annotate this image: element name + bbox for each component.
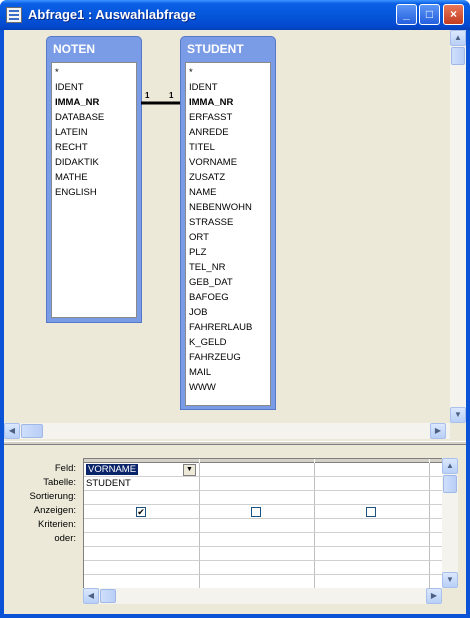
grid-cell[interactable]	[430, 561, 442, 575]
scrollbar-corner	[450, 423, 466, 439]
field-item[interactable]: LATEIN	[55, 127, 88, 138]
oder-cell[interactable]	[430, 533, 442, 547]
field-item[interactable]: ENGLISH	[55, 187, 97, 198]
field-item[interactable]: DIDAKTIK	[55, 157, 99, 168]
grid-cell[interactable]	[84, 575, 200, 588]
scroll-up-button[interactable]: ▲	[450, 30, 466, 46]
row-label-oder: oder:	[54, 533, 76, 544]
grid-cell[interactable]	[200, 547, 315, 561]
field-item[interactable]: NAME	[189, 187, 217, 198]
field-item[interactable]: TITEL	[189, 142, 215, 153]
field-item[interactable]: *	[55, 67, 59, 78]
grid-cell[interactable]	[200, 575, 315, 588]
anzeigen-checkbox[interactable]	[366, 507, 376, 517]
kriterien-cell[interactable]	[200, 519, 315, 533]
scroll-thumb[interactable]	[451, 47, 465, 65]
window-title: Abfrage1 : Auswahlabfrage	[28, 7, 196, 22]
tabelle-cell[interactable]	[200, 477, 315, 491]
grid-cell[interactable]	[315, 547, 430, 561]
field-item[interactable]: DATABASE	[55, 112, 105, 123]
sortierung-cell[interactable]	[430, 491, 442, 505]
field-item[interactable]: ZUSATZ	[189, 172, 226, 183]
grid-vertical-scrollbar[interactable]	[442, 458, 458, 588]
maximize-button[interactable]: □	[419, 4, 440, 25]
field-item[interactable]: ORT	[189, 232, 209, 243]
table-title[interactable]: STUDENT	[187, 42, 244, 56]
kriterien-cell[interactable]	[430, 519, 442, 533]
field-item[interactable]: GEB_DAT	[189, 277, 233, 288]
scroll-thumb[interactable]	[100, 589, 116, 603]
anzeigen-cell[interactable]	[430, 505, 442, 519]
feld-value[interactable]: VORNAME	[88, 464, 137, 475]
scroll-left-button[interactable]: ◀	[83, 588, 99, 604]
field-item[interactable]: VORNAME	[189, 157, 238, 168]
sortierung-cell[interactable]	[84, 491, 200, 505]
scroll-right-button[interactable]: ▶	[426, 588, 442, 604]
row-label-feld: Feld:	[54, 463, 76, 474]
field-item[interactable]: K_GELD	[189, 337, 227, 348]
feld-cell[interactable]	[430, 463, 442, 477]
relationship-label-left: 1	[145, 91, 150, 100]
field-item[interactable]: RECHT	[55, 142, 88, 153]
query-icon[interactable]	[6, 7, 22, 23]
grid-cell[interactable]	[84, 561, 200, 575]
field-item[interactable]: FAHRERLAUB	[189, 322, 253, 333]
kriterien-cell[interactable]	[315, 519, 430, 533]
tabelle-cell[interactable]: STUDENT	[84, 477, 200, 491]
field-item[interactable]: IDENT	[55, 82, 84, 93]
field-item[interactable]: ERFASST	[189, 112, 233, 123]
title-bar[interactable]	[0, 0, 470, 30]
row-label-sortierung: Sortierung:	[29, 491, 76, 502]
field-item[interactable]: TEL_NR	[189, 262, 226, 273]
oder-cell[interactable]	[315, 533, 430, 547]
pane-splitter[interactable]	[4, 441, 466, 445]
grid-cell[interactable]	[315, 575, 430, 588]
sortierung-cell[interactable]	[315, 491, 430, 505]
scroll-down-button[interactable]: ▼	[450, 407, 466, 423]
field-item[interactable]: BAFOEG	[189, 292, 229, 303]
grid-cell[interactable]	[200, 561, 315, 575]
diagram-horizontal-scrollbar[interactable]	[4, 423, 450, 439]
field-item[interactable]: FAHRZEUG	[189, 352, 241, 363]
scroll-up-button[interactable]: ▲	[442, 458, 458, 474]
field-item[interactable]: JOB	[189, 307, 208, 318]
feld-cell[interactable]	[315, 463, 430, 477]
field-item[interactable]: MATHE	[55, 172, 88, 183]
tabelle-cell[interactable]	[315, 477, 430, 491]
grid-cell[interactable]	[430, 547, 442, 561]
field-item[interactable]: MAIL	[189, 367, 212, 378]
diagram-vertical-scrollbar[interactable]	[450, 30, 466, 423]
close-button[interactable]: ×	[443, 4, 464, 25]
field-list[interactable]	[51, 62, 137, 318]
tabelle-cell[interactable]	[430, 477, 442, 491]
table-student[interactable]	[180, 36, 276, 410]
sortierung-cell[interactable]	[200, 491, 315, 505]
grid-cell[interactable]	[315, 561, 430, 575]
anzeigen-checkbox[interactable]: ✔	[137, 507, 145, 517]
grid-horizontal-scrollbar[interactable]	[83, 588, 442, 604]
field-item[interactable]: PLZ	[189, 247, 207, 258]
field-item[interactable]: NEBENWOHN	[189, 202, 252, 213]
anzeigen-checkbox[interactable]	[251, 507, 261, 517]
field-item[interactable]: *	[189, 67, 193, 78]
field-item[interactable]: STRASSE	[189, 217, 234, 228]
field-item[interactable]: IDENT	[189, 82, 218, 93]
oder-cell[interactable]	[200, 533, 315, 547]
field-item[interactable]: ANREDE	[189, 127, 229, 138]
row-label-kriterien: Kriterien:	[37, 519, 76, 530]
scroll-thumb[interactable]	[21, 424, 43, 438]
scroll-right-button[interactable]: ▶	[430, 423, 446, 439]
scroll-left-button[interactable]: ◀	[4, 423, 20, 439]
grid-cell[interactable]	[84, 547, 200, 561]
query-design-grid[interactable]	[83, 458, 442, 588]
relationship-label-right: 1	[169, 91, 174, 100]
row-label-anzeigen: Anzeigen:	[33, 505, 76, 516]
feld-cell[interactable]	[200, 463, 315, 477]
kriterien-cell[interactable]	[84, 519, 200, 533]
minimize-button[interactable]: _	[396, 4, 417, 25]
field-item-key[interactable]: IMMA_NR	[55, 97, 100, 108]
field-list[interactable]	[185, 62, 271, 406]
table-noten[interactable]	[46, 36, 142, 323]
field-item[interactable]: WWW	[189, 382, 216, 393]
field-item-key[interactable]: IMMA_NR	[189, 97, 234, 108]
table-title[interactable]: NOTEN	[53, 42, 95, 56]
table-diagram-pane[interactable]	[4, 30, 450, 423]
grid-cell[interactable]	[430, 575, 442, 588]
scroll-thumb[interactable]	[443, 475, 457, 493]
oder-cell[interactable]	[84, 533, 200, 547]
row-label-tabelle: Tabelle:	[43, 477, 76, 488]
feld-dropdown-icon[interactable]: ▼	[183, 464, 196, 476]
scroll-down-button[interactable]: ▼	[442, 572, 458, 588]
